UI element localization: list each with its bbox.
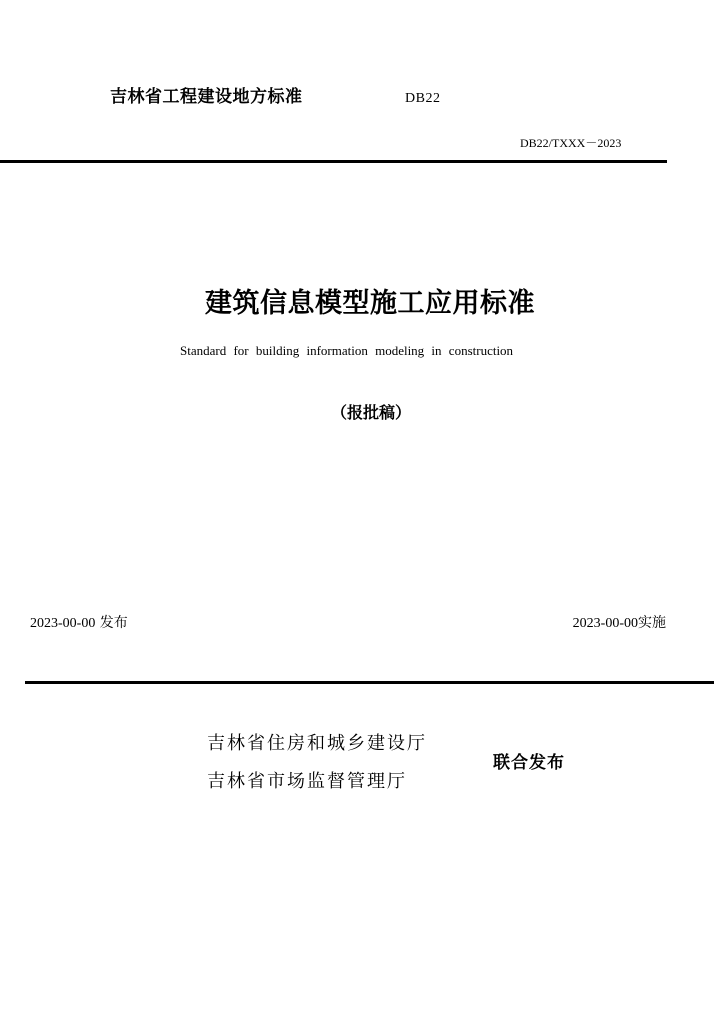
standard-number: DB22/TXXX－2023 — [520, 136, 622, 150]
standard-category: 吉林省工程建设地方标准 — [110, 87, 303, 107]
issuer-market-regulation: 吉林省市场监督管理厅 — [207, 771, 407, 792]
issuer-housing-department: 吉林省住房和城乡建设厅 — [207, 733, 427, 754]
document-title: 建筑信息模型施工应用标准 — [205, 288, 535, 319]
implement-date-value: 2023-00-00 — [572, 616, 638, 631]
publish-date — [30, 616, 128, 631]
publish-date-value: 2023-00-00 — [30, 616, 96, 631]
top-divider — [0, 160, 667, 163]
publish-label: 发布 — [99, 615, 128, 631]
standard-code: DB22 — [405, 91, 441, 106]
implement-date — [573, 616, 666, 631]
joint-release-label: 联合发布 — [493, 753, 565, 773]
document-title-english: Standard for building information modeling in construction — [180, 343, 514, 358]
bottom-divider — [25, 681, 714, 684]
implement-label: 实施 — [638, 615, 666, 631]
draft-status: （报批稿） — [330, 403, 411, 422]
